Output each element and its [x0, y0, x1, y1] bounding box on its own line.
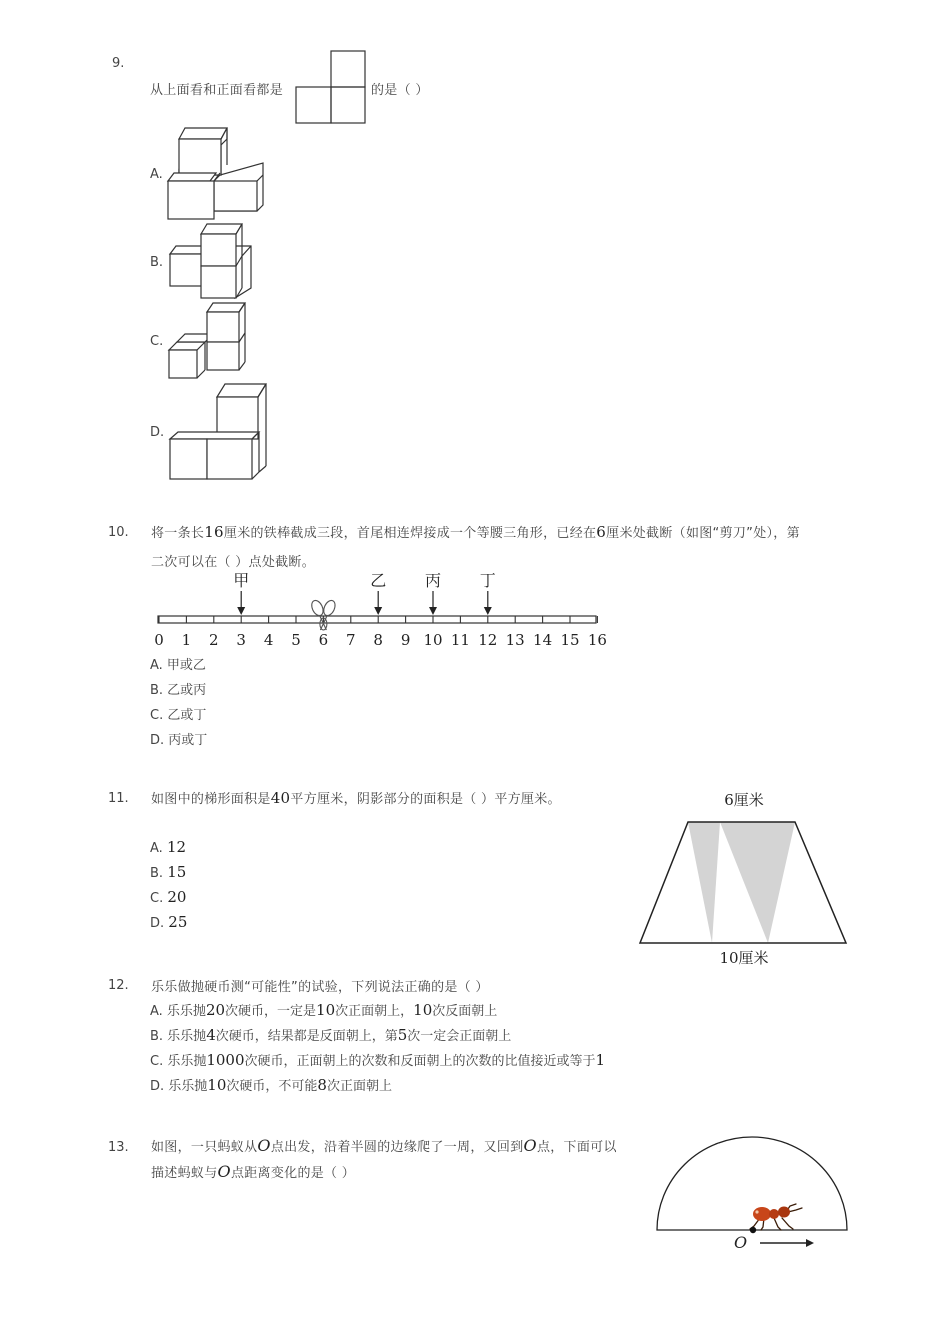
ruler-tick-label: 13 [505, 631, 525, 649]
q13-text-2: 点出发，沿着半圆的边缘爬了一周，又回到 [270, 1140, 524, 1155]
q11-area-value: 40 [270, 789, 291, 807]
q12-d-text-2: 次硬币，不可能 [226, 1079, 318, 1094]
q11-option-d-value: 25 [168, 913, 188, 931]
q9-number: 9. [112, 56, 125, 71]
q12-b-text-2: 次硬币，结果都是反面朝上，第 [215, 1029, 398, 1044]
q10-option-d[interactable]: D. 丙或丁 [150, 733, 208, 748]
point-o-label: O [734, 1233, 748, 1252]
q10-ruler-figure [150, 568, 615, 653]
q12-option-b[interactable] [150, 1025, 511, 1044]
ruler-tick-label: 10 [423, 631, 443, 649]
q11-option-c-letter: C. [150, 891, 164, 906]
q9-stem-post: 的是（ ） [371, 83, 429, 98]
q13-point-o-1: O [257, 1136, 271, 1155]
q12-a-text-4: 次反面朝上 [432, 1004, 498, 1019]
ruler-tick-label: 3 [236, 631, 246, 649]
ruler-tick-label: 0 [154, 631, 164, 649]
q12-d-text-3: 次正面朝上 [326, 1079, 392, 1094]
q9-stem-pre: 从上面看和正面看都是 [150, 83, 284, 98]
iron-rod [158, 616, 596, 623]
semicircle-outline [657, 1137, 847, 1230]
marker-label: 丁 [479, 571, 496, 590]
q11-option-d-letter: D. [150, 916, 165, 931]
q12-d-num-1: 10 [207, 1076, 227, 1094]
q11-stem-text-a: 如图中的梯形面积是 [151, 792, 271, 807]
q9-option-a-figure [165, 125, 270, 225]
q10-stem-text-c: 厘米处截断（如图“剪刀”处），第 [606, 526, 800, 541]
marker-label: 丙 [424, 571, 442, 590]
q11-stem-text-b: 平方厘米，阴影部分的面积是（ ）平方厘米。 [290, 792, 561, 807]
q11-option-b[interactable] [150, 863, 186, 881]
ruler-tick-label: 1 [181, 631, 192, 649]
q12-a-num-2: 10 [316, 1001, 336, 1019]
q10-stem-text-a: 将一条长 [151, 526, 205, 541]
trapezoid-top-label: 6厘米 [724, 791, 764, 809]
q10-stem-text-b: 厘米的铁棒截成三段，首尾相连焊接成一个等腰三角形，已经在 [223, 526, 597, 541]
q10-stem-line1 [151, 522, 800, 541]
q12-option-c[interactable] [150, 1050, 605, 1069]
q13-stem-line1 [151, 1136, 617, 1155]
q12-d-text-1: D. 乐乐抛 [150, 1079, 208, 1094]
q9-option-b-figure [165, 220, 260, 302]
q12-c-text-2: 次硬币，正面朝上的次数和反面朝上的次数的比值接近或等于 [244, 1054, 596, 1069]
q9-option-c-label[interactable]: C. [150, 334, 164, 349]
ruler-tick-label: 6 [318, 631, 329, 649]
ruler-tick-label: 7 [346, 631, 356, 649]
q9-view-figure [294, 50, 374, 126]
q11-number: 11. [108, 791, 129, 806]
ruler-tick-label: 16 [587, 631, 607, 649]
q9-option-c-figure [165, 300, 255, 385]
marker-label: 甲 [233, 571, 250, 590]
q13-text-4: 描述蚂蚁与 [151, 1166, 218, 1181]
marker-arrow-head-icon [237, 607, 245, 615]
q12-number: 12. [108, 978, 129, 993]
marker-arrow-head-icon [429, 607, 437, 615]
q12-b-num-1: 4 [206, 1026, 216, 1044]
shaded-triangle-right [720, 822, 795, 943]
q12-stem: 乐乐做抛硬币测“可能性”的试验，下列说法正确的是（ ） [151, 980, 489, 995]
ruler-tick-label: 9 [400, 631, 411, 649]
q9-option-a-label[interactable]: A. [150, 167, 163, 182]
ruler-tick-label: 15 [560, 631, 580, 649]
q10-option-b[interactable]: B. 乙或丙 [150, 683, 207, 698]
marker-arrow-head-icon [374, 607, 382, 615]
q11-option-c[interactable] [150, 888, 186, 906]
q12-c-num-1: 1000 [206, 1051, 245, 1069]
q11-stem [151, 788, 561, 807]
ruler-tick-label: 11 [450, 631, 470, 649]
q12-option-a[interactable] [150, 1000, 497, 1019]
q11-option-b-letter: B. [150, 866, 164, 881]
ruler-tick-label: 12 [478, 631, 498, 649]
q11-option-a-letter: A. [150, 841, 163, 856]
q12-a-text-1: A. 乐乐抛 [150, 1004, 206, 1019]
q9-option-d-label[interactable]: D. [150, 425, 165, 440]
q13-text-5: 点距离变化的是（ ） [230, 1166, 356, 1181]
q13-text-1: 如图，一只蚂蚁从 [151, 1140, 258, 1155]
q12-d-num-2: 8 [317, 1076, 327, 1094]
q12-c-num-2: 1 [595, 1051, 606, 1069]
q11-option-a[interactable] [150, 838, 186, 856]
point-o-dot [750, 1227, 756, 1233]
q12-c-text-1: C. 乐乐抛 [150, 1054, 207, 1069]
q10-number: 10. [108, 525, 129, 540]
q12-a-text-2: 次硬币，一定是 [225, 1004, 317, 1019]
q13-point-o-3: O [217, 1162, 231, 1181]
ant-icon [750, 1204, 802, 1230]
q10-option-a[interactable]: A. 甲或乙 [150, 658, 206, 673]
q11-option-c-value: 20 [167, 888, 187, 906]
q13-point-o-2: O [523, 1136, 537, 1155]
marker-label: 乙 [370, 571, 387, 590]
q13-semicircle-figure [650, 1130, 855, 1255]
q11-option-b-value: 15 [167, 863, 187, 881]
q9-option-d-figure [165, 380, 275, 485]
direction-arrow-icon [760, 1239, 814, 1247]
q12-b-num-2: 5 [397, 1026, 408, 1044]
ruler-tick-label: 8 [373, 631, 383, 649]
q11-trapezoid-figure [630, 780, 855, 975]
q12-option-d[interactable] [150, 1075, 392, 1094]
q10-cut-value: 6 [596, 523, 607, 541]
scissors-icon [309, 599, 337, 630]
q11-option-d[interactable] [150, 913, 187, 931]
q13-number: 13. [108, 1140, 129, 1155]
q12-b-text-3: 次一定会正面朝上 [407, 1029, 512, 1044]
q11-option-a-value: 12 [166, 838, 187, 856]
q10-option-c[interactable]: C. 乙或丁 [150, 708, 207, 723]
marker-arrow-head-icon [484, 607, 492, 615]
q12-b-text-1: B. 乐乐抛 [150, 1029, 207, 1044]
trapezoid-bottom-label: 10厘米 [719, 949, 769, 967]
q10-length-value: 16 [204, 523, 224, 541]
q9-option-b-label[interactable]: B. [150, 255, 164, 270]
ruler-tick-label: 14 [533, 631, 553, 649]
ruler-tick-label: 5 [291, 631, 301, 649]
q12-a-num-1: 20 [205, 1001, 226, 1019]
shaded-triangle-left [688, 822, 720, 943]
q13-stem-line2 [151, 1162, 355, 1181]
q12-a-text-3: 次正面朝上， [335, 1004, 414, 1019]
q10-stem-line2: 二次可以在（ ）点处截断。 [151, 555, 316, 570]
q12-a-num-3: 10 [413, 1001, 433, 1019]
ruler-tick-label: 4 [263, 631, 274, 649]
ruler-tick-label: 2 [209, 631, 219, 649]
q13-text-3: 点，下面可以 [536, 1140, 617, 1155]
